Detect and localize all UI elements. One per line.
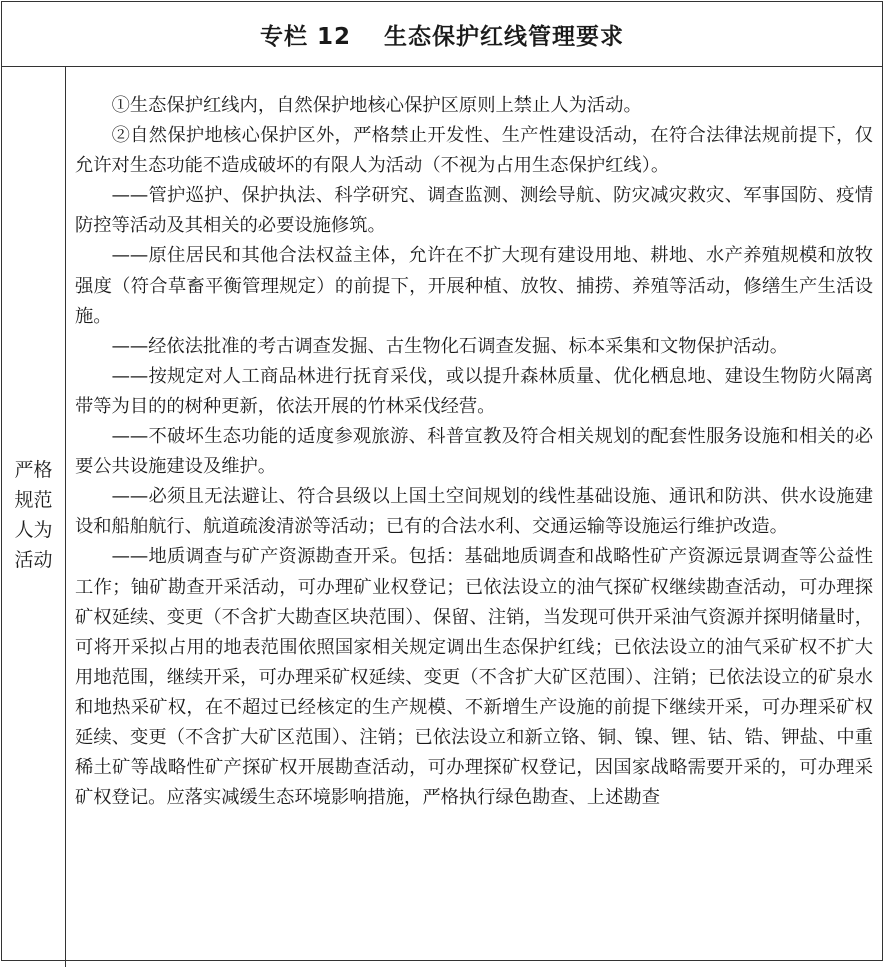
row-label-line: 人为: [14, 519, 53, 541]
paragraph: ——不破坏生态功能的适度参观旅游、科普宣教及符合相关规划的配套性服务设施和相关的必要公共设施建设及维护。: [75, 426, 873, 478]
paragraph: ——按规定对人工商品林进行抚育采伐，或以提升森林质量、优化栖息地、建设生物防火隔离带等为目的的树种更新，依法开展的竹林采伐经营。: [75, 365, 873, 417]
row-label: [2, 455, 65, 575]
row-content-cell: [75, 91, 873, 813]
paragraph: ②自然保护地核心保护区外，严格禁止开发性、生产性建设活动，在符合法律法规前提下，仅允许对生态功能不造成破坏的有限人为活动（不视为占用生态保护红线）。: [75, 125, 873, 177]
table-header: [2, 2, 882, 67]
row-label-line: 活动: [14, 549, 53, 571]
row-label-cell: [2, 67, 66, 967]
paragraph: ——地质调查与矿产资源勘查开采。包括：基础地质调查和战略性矿产资源远景调查等公益性工作；铀矿勘查开采活动，可办理矿业权登记；已依法设立的油气探矿权继续勘查活动，可办理探矿权延续、变更（不含扩大勘查区块范围）、保留、注销，当发现可供开采油气资源并探明储量时，可将开采拟占用的地表范围依照国家相关规定调出生态保护红线；已依法设立的油气采矿权不扩大用地范围，继续开采，可办理采矿权延续、变更（不含扩大矿区范围）、注销；已依法设立的矿泉水和地热采矿权，在不超过已经核定的生产规模、不新增生产设施的前提下继续开采，可办理采矿权延续、变更（不含扩大矿区范围）、注销；已依法设立和新立铬、铜、镍、锂、钴、锆、钾盐、中重稀土矿等战略性矿产探矿权开展勘查活动，可办理探矿权登记，因国家战略需要开采的，可办理采矿权登记。应落实减缓生态环境影响措施，严格执行绿色勘查、上述勘查: [75, 546, 873, 809]
table-title: 专栏 12 生态保护红线管理要求: [259, 23, 625, 50]
paragraph: ——经依法批准的考古调查发掘、古生物化石调查发掘、标本采集和文物保护活动。: [111, 335, 788, 357]
paragraph: ——管护巡护、保护执法、科学研究、调查监测、测绘导航、防灾减灾救灾、军事国防、疫情防控等活动及其相关的必要设施修筑。: [75, 185, 873, 237]
paragraph: ①生态保护红线内，自然保护地核心保护区原则上禁止人为活动。: [111, 95, 642, 116]
paragraph: ——原住居民和其他合法权益主体，允许在不扩大现有建设用地、耕地、水产养殖规模和放牧强度（符合草畜平衡管理规定）的前提下，开展种植、放牧、捕捞、养殖等活动，修缮生产生活设施。: [75, 245, 873, 327]
row-label-line: 规范: [14, 489, 53, 511]
paragraph: ——必须且无法避让、符合县级以上国土空间规划的线性基础设施、通讯和防洪、供水设施建设和船舶航行、航道疏浚清淤等活动；已有的合法水利、交通运输等设施运行维护改造。: [75, 486, 873, 538]
row-label-line: 严格: [14, 459, 53, 481]
